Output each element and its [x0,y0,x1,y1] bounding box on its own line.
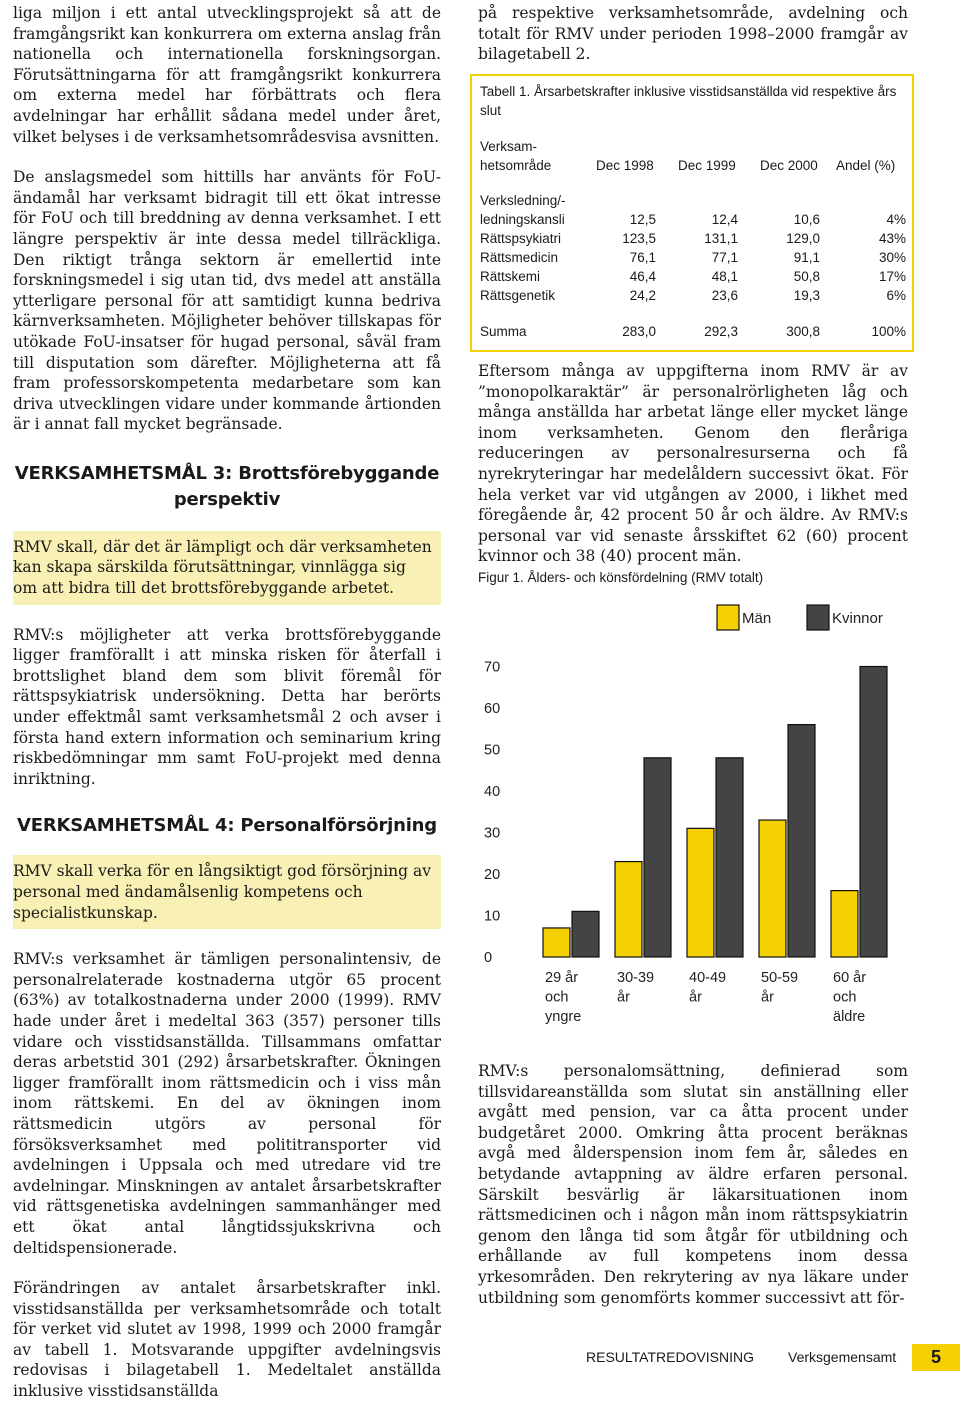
x-tick-label: äldre [833,1009,866,1025]
left-column [13,0,441,1402]
x-tick-label: år [617,989,630,1006]
table-cell: 76,1 [629,250,656,265]
table-row [480,211,906,229]
table-cell: 12,5 [629,212,656,227]
table-row [480,192,906,210]
table-cell: 30% [878,250,906,265]
table-header-col-3: Dec 2000 [760,158,818,173]
bar-män [831,891,858,957]
left-paragraph-2: De anslagsmedel som hittills har använts för FoU-ändamål har verksamt bidragit till ett ökat intresse för FoU och till breddning av denna verksamhet. I ett längre perspektiv är inte dessa medel tillräckliga. Den riktigt trånga sektorn är emellertid inte forskningsmedel i sig utan tid, dvs medel att anställa ytterligare personal för att samtidigt kunna bedriva kärnverksamheten. Möjligheter behöver tillskapas för utökade FoU-insatser för hugad personal, såväl fram till disputation som därefter. Möjligheterna att få fram professorskompetenta medarbetare som kan driva utvecklingen vidare under kommande årtionden är i annat fall mycket begränsade. [13,168,441,434]
x-tick-label: 30-39 [617,970,655,986]
y-tick-label: 0 [484,950,493,966]
table-cell: 100% [871,324,906,339]
bar-män [687,828,714,957]
x-tick-label: år [761,989,774,1006]
table-cell: 4% [886,212,906,227]
table-row-label: Rättspsykiatri [480,231,562,246]
table-row-label: ledningskansli [480,212,565,227]
table-header-area-1: Verksam- [480,139,538,154]
table-header-row [480,157,906,175]
footer-subsection: Verksgemensamt [788,1349,897,1365]
table-cell: 23,6 [711,288,738,303]
y-tick-label: 10 [484,908,501,925]
y-tick-label: 30 [484,825,501,842]
table-sum-label: Summa [480,324,527,339]
table-cell: 129,0 [786,231,820,246]
x-tick-label: och [545,989,569,1006]
x-tick-label: 29 år [545,970,579,986]
y-tick-label: 70 [484,659,501,676]
right-column-middle [478,361,908,567]
x-tick-label: 60 år [833,970,867,986]
y-tick-label: 20 [484,867,501,883]
footer-section: RESULTATREDOVISNING [586,1349,755,1365]
x-tick-label: år [689,989,702,1006]
heading-goal-3-line-1: VERKSAMHETSMÅL 3: Brottsförebyggande [14,462,440,484]
table-header-col-4: Andel (%) [836,158,896,173]
heading-goal-3 [13,461,441,513]
goal-3-box [13,531,441,605]
table-cell: 48,1 [711,269,738,284]
heading-goal-3-line-2: perspektiv [173,488,281,510]
left-paragraph-4: RMV:s verksamhet är tämligen personalintensiv, de personalrelaterade kostnaderna utgör 65 procent (63%) av totalkostnaderna under 2000 (1999). RMV hade under året i medeltal 363 (357) personer tills vidare och visstidsanställda. Tillsammans omfattar deras arbetstid 301 (292) årsarbetskrafter. Ökningen ligger framförallt inom rättsmedicin och i viss mån inom rättskemi. En del av ökningen inom rättsmedicin utgörs av personal för försöksverksamhet med polititransporter vid avdelningen i Uppsala och med utredare vid tre avdelningar. Minskningen av antalet årsarbetskrafter vid rättsgenetiska avdelningen sammanhänger med ett ökat antal långtidssjukskrivna och deltidspensionerade. [13,950,441,1257]
table-header-col-2: Dec 1999 [678,158,736,173]
table-cell: 50,8 [793,269,820,284]
bar-män [615,862,642,957]
table-cell: 6% [886,288,906,303]
table-cell: 17% [878,269,906,284]
left-paragraph-1: liga miljon i ett antal utvecklingsprojekt så att de framgångsrikt kan konkurrera om externa anslag från nationella och internationella forskningsorgan. Förutsättningarna för att framgångsrikt konkurrera om externa medel har förbättrats och flera avdelningar har erhållit sådana medel under året, vilket belyses i de verksamhetsområdesvisa avsnitten. [13,4,441,146]
table-cell: 19,3 [793,288,820,303]
right-paragraph-2: Eftersom många av uppgifterna inom RMV är av ”monopolkaraktär” är personalrörligheten låg och många anställda har arbetat länge eller mycket länge inom verksamheten. Genom den fleråriga reduceringen av personalresurserna och få nyrekryteringar har medelåldern successivt ökat. För hela verket var vid utgången av 2000, i likhet med föregående år, 42 procent 50 år och äldre. Av RMV:s personal var vid senaste årsskiftet 62 (60) procent kvinnor och 38 (40) procent män. [478,362,908,566]
x-tick-label: yngre [545,1009,582,1025]
bar-kvinnor [788,725,815,957]
table-cell: 123,5 [622,231,656,246]
x-tick-label: 40-49 [689,970,727,986]
table-cell: 91,1 [793,250,820,265]
table-cell: 24,2 [629,288,656,303]
table-cell: 43% [878,231,906,246]
table-cell: 292,3 [704,324,738,339]
bar-kvinnor [860,667,887,958]
bar-kvinnor [572,911,599,957]
page-footer [0,1344,960,1371]
table-row-label: Rättsgenetik [480,288,556,303]
y-tick-label: 50 [484,742,501,759]
table-cell: 12,4 [711,212,738,227]
right-paragraph-1: på respektive verksamhetsområde, avdelning och totalt för RMV under perioden 1998–2000 framgår av bilagetabell 2. [478,4,908,64]
table-cell: 77,1 [711,250,738,265]
age-gender-chart [470,595,930,1035]
table-header-area-2: hetsområde [480,158,552,173]
bar-kvinnor [716,758,743,957]
bar-män [759,820,786,957]
left-paragraph-5: Förändringen av antalet årsarbetskrafter inkl. visstidsanställda per verksamhetsområde och totalt för verket vid slutet av 1998, 1999 och 2000 framgår av tabell 1. Motsvarande uppgifter avdelningsvis redovisas i bilagetabell 1. Medeltalet anställda inklusive visstidsanställda [13,1279,441,1401]
left-paragraph-3: RMV:s möjligheter att verka brottsförebyggande ligger framförallt i att minska risken för återfall i brottslighet bland dem som blivit föremål för rättspsykiatrisk undersökning. Detta har berörts under effektmål samt verksamhetsmål 2 och avser i första hand extern information och seminarium kring riskbedömningar mm samt FoU-projekt med denna inriktning. [13,625,441,788]
table-row-label: Rättskemi [480,269,541,284]
table-1 [470,74,914,352]
table-row [480,268,906,286]
table-header-row-1 [480,138,906,156]
right-paragraph-3: RMV:s personalomsättning, definierad som tillsvidareanställda som slutat sin anställning eller avgått med pension, var ca åtta procent under budgetåret 2000. Omkring åtta procent beräknas avgå med ålderspension inom fem år, således en betydande avtappning av äldre erfaren personal. Särskilt besvärlig är läkarsituationen inom rättsmedicinen och i någon mån inom rättspsykiatrin genom den långa tid som åtgår för utbildning och erhållande av full kompetens inom dessa yrkesområden. Den rekrytering av nya läkare under utbildning som genomförts kommer successivt att för- [478,1062,908,1307]
table-row [480,249,906,267]
goal-3-text: RMV skall, där det är lämpligt och där verksamheten kan skapa särskilda förutsättningar, vinnlägga sig om att bidra till det brottsförebyggande arbetet. [13,537,432,598]
table-row [480,287,906,305]
bar-kvinnor [644,758,671,957]
y-tick-label: 60 [484,701,501,717]
table-header-col-1: Dec 1998 [596,158,654,173]
page-number: 5 [912,1344,960,1371]
right-column-top [478,0,908,65]
table-cell: 131,1 [704,231,738,246]
x-tick-label: 50-59 [761,970,799,986]
table-row-label: Rättsmedicin [480,250,559,265]
table-cell: 300,8 [786,324,820,339]
legend-swatch-män [717,605,739,630]
goal-4-box [13,855,441,929]
legend-label: Män [742,610,772,627]
bar-män [543,928,570,957]
legend-label: Kvinnor [832,610,883,627]
goal-4-text: RMV skall verka för en långsiktigt god försörjning av personal med ändamålsenlig kompetens och specialistkunskap. [13,862,432,922]
table-cell: 283,0 [622,324,656,339]
table-caption: Tabell 1. Årsarbetskrafter inklusive visstidsanställda vid respektive års slut [480,84,897,118]
table-cell: 46,4 [629,269,656,284]
right-column-bottom [478,1061,908,1308]
table-sum-row [480,323,906,341]
table-row-label: Verksledning/- [480,193,566,208]
figure-caption: Figur 1. Ålders- och könsfördelning (RMV totalt) [478,570,764,585]
legend-swatch-kvinnor [807,605,829,630]
y-tick-label: 40 [484,784,501,800]
table-cell: 10,6 [793,212,820,227]
x-tick-label: och [833,989,857,1006]
table-row [480,230,906,248]
heading-goal-4: VERKSAMHETSMÅL 4: Personalförsörjning [17,815,437,837]
